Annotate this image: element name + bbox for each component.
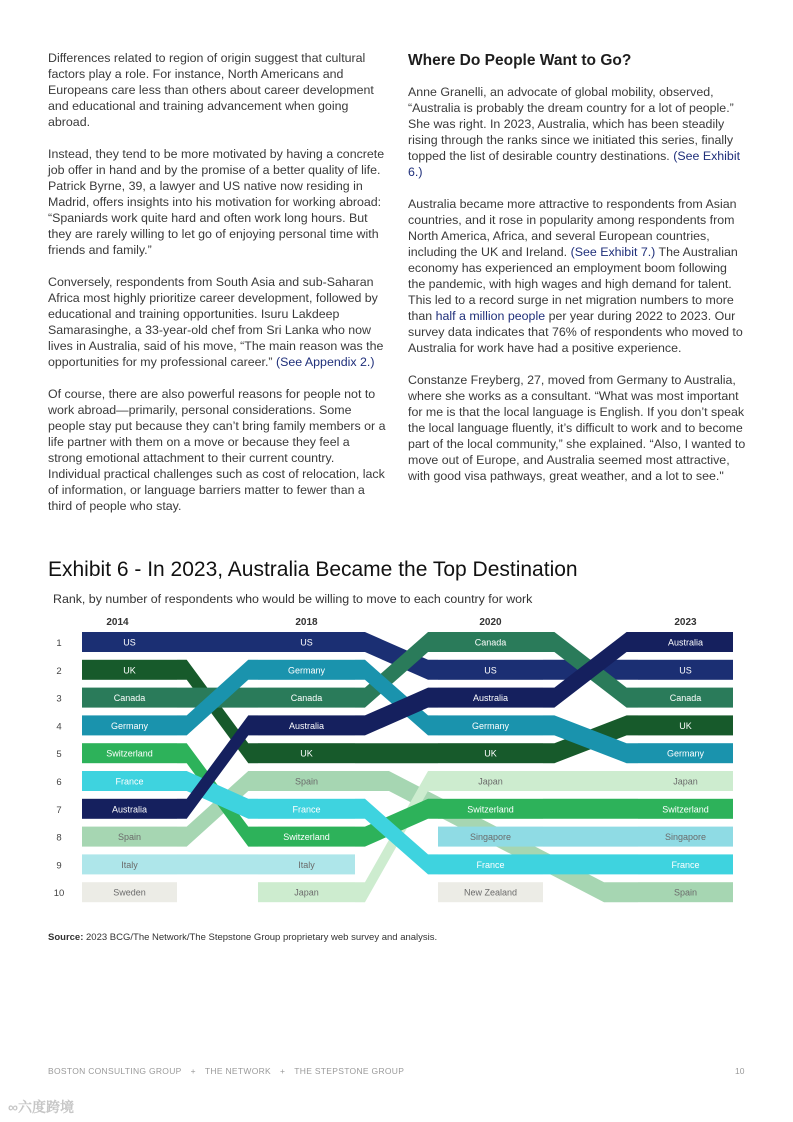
year-header-2020: 2020 — [479, 617, 502, 628]
source-text: 2023 BCG/The Network/The Stepstone Group proprietary web survey and analysis. — [86, 932, 438, 943]
footer-separator: + — [190, 1066, 196, 1076]
connector-japan — [543, 771, 638, 791]
paragraph — [408, 84, 746, 180]
left-column — [48, 50, 386, 530]
bar-label-singapore-2020: Singapore — [469, 832, 512, 843]
rank-label-5: 5 — [56, 749, 62, 761]
bar-label-switzerland-2018: Switzerland — [283, 832, 330, 843]
paragraph: Constanze Freyberg, 27, moved from Germany to Australia, where she works as a consultant. “What was most important for me is that the local language is English. If you don’t speak the local language fluently, it’s difficult to work and to become part of the local community,” she explained. “Also, I wanted to move out of Europe, and Australia seemed most attractive, with good visa pathways, great weather, and a lot to see." — [408, 373, 746, 483]
rank-label-1: 1 — [56, 638, 62, 649]
bar-label-italy-2014: Italy — [121, 859, 138, 870]
bar-label-canada-2014: Canada — [113, 693, 146, 704]
exhibit-title: Exhibit 6 - In 2023, Australia Became the Top Destination — [48, 558, 578, 581]
bar-label-france-2018: France — [292, 804, 321, 815]
section-heading: Where Do People Want to Go? — [408, 52, 632, 69]
footer-stepstone: THE STEPSTONE GROUP — [294, 1066, 405, 1076]
bar-label-australia-2018: Australia — [288, 720, 325, 731]
rank-label-6: 6 — [56, 777, 62, 788]
paragraph — [408, 196, 746, 356]
bar-label-new-zealand-2020: New Zealand — [463, 887, 518, 898]
rank-label-2: 2 — [56, 665, 62, 677]
migration-link[interactable]: half a million people — [435, 309, 546, 323]
footer — [48, 1066, 404, 1076]
paragraph-text: The Australian economy has experienced an employment boom following the pandemic, with high wages and high demand for talent. This led to a record surge in net migration numbers to more than — [408, 245, 738, 323]
bar-label-switzerland-2023: Switzerland — [662, 804, 709, 815]
source-label: Source: — [48, 932, 84, 943]
connector-us — [177, 632, 258, 652]
bar-label-germany-2018: Germany — [287, 665, 326, 676]
bar-label-spain-2014: Spain — [117, 832, 142, 843]
watermark-icon: ∞ — [8, 1099, 18, 1115]
bar-label-sweden-2014: Sweden — [113, 887, 146, 898]
bar-label-uk-2020: UK — [484, 748, 497, 759]
right-column — [408, 52, 746, 500]
bar-label-uk-2014: UK — [123, 665, 136, 676]
bar-label-germany-2014: Germany — [110, 720, 149, 731]
bar-label-uk-2018: UK — [300, 748, 313, 759]
paragraph-text: Anne Granelli, an advocate of global mobility, observed, “Australia is probably the dream country for a lot of people.” She was right. In 2023, Australia, which has been steadily rising through the ranks since we initiated this series, finally topped the list of desirable country destinations. — [408, 85, 734, 163]
bar-label-canada-2018: Canada — [290, 693, 323, 704]
rank-label-7: 7 — [56, 804, 62, 816]
watermark-text: 六度跨境 — [17, 1099, 74, 1115]
rank-label-8: 8 — [56, 832, 62, 844]
bar-label-france-2023: France — [671, 859, 700, 870]
bar-label-uk-2023: UK — [679, 720, 692, 731]
bar-label-italy-2018: Italy — [298, 859, 315, 870]
bar-label-france-2014: France — [115, 776, 144, 787]
bar-label-australia-2014: Australia — [111, 804, 148, 815]
paragraph: Instead, they tend to be more motivated by having a concrete job offer in hand and by the promise of a better quality of life. Patrick Byrne, 39, a lawyer and US native now residing in Madrid, offers insights into his motivation for working abroad: “Spaniards work quite hard and often work long hours. But they are rarely willing to let go of enjoying personal time with friends and family.” — [48, 147, 385, 257]
connector-italy — [177, 854, 258, 874]
paragraph — [48, 274, 386, 370]
connector-france — [543, 854, 638, 874]
bar-label-japan-2020: Japan — [478, 776, 503, 787]
year-header-2018: 2018 — [295, 617, 318, 628]
year-header-2014: 2014 — [106, 617, 129, 628]
bar-label-canada-2020: Canada — [474, 637, 507, 648]
paragraph-text: per year during 2022 to 2023. Our survey data indicates that 76% of respondents who moved to Australia for work have had a positive experience. — [408, 309, 743, 355]
connector-uk — [355, 743, 438, 763]
bar-label-us-2020: US — [484, 665, 497, 676]
bar-label-germany-2020: Germany — [471, 720, 510, 731]
bar-label-canada-2023: Canada — [669, 693, 702, 704]
bar-label-singapore-2023: Singapore — [664, 832, 707, 843]
rank-label-4: 4 — [56, 721, 62, 733]
exhibit-7-link[interactable]: (See Exhibit 7.) — [570, 245, 656, 259]
bar-label-japan-2023: Japan — [673, 776, 698, 787]
connector-switzerland — [543, 799, 638, 819]
rank-label-3: 3 — [56, 693, 62, 705]
year-header-2023: 2023 — [674, 617, 697, 628]
bar-label-australia-2023: Australia — [667, 637, 704, 648]
bar-label-us-2014: US — [123, 637, 136, 648]
watermark-logo — [8, 1097, 74, 1117]
source-note — [48, 932, 437, 943]
appendix-link[interactable]: (See Appendix 2.) — [275, 355, 375, 369]
paragraph: Differences related to region of origin suggest that cultural factors play a role. For instance, North Americans and Europeans care less than others about career development and educational and training advancement when going abroad. — [48, 51, 374, 129]
footer-bcg: BOSTON CONSULTING GROUP — [48, 1066, 182, 1076]
page-number: 10 — [735, 1066, 745, 1076]
rank-label-10: 10 — [53, 888, 65, 900]
connector-singapore — [543, 827, 638, 847]
bar-label-japan-2018: Japan — [294, 887, 319, 898]
exhibit-6-link[interactable]: (See Exhibit 6.) — [408, 149, 741, 179]
paragraph-text: Conversely, respondents from South Asia and sub-Saharan Africa most highly prioritize career development, followed by educational and training opportunities. Isuru Lakdeep Samarasinghe, a 33-year-old chef from Sri Lanka who now lives in Australia, said of his move, “The main reason was the opportunities for my professional career.” — [48, 275, 384, 369]
paragraph-text: Australia became more attractive to respondents from Asian countries, and it rose in popularity among respondents from North America, Africa, and several European countries, including the UK and Ireland. — [408, 197, 737, 259]
bar-label-us-2023: US — [679, 665, 692, 676]
paragraph: Of course, there are also powerful reasons for people not to work abroad—primarily, personal considerations. Some people stay put because they can’t bring family members or a life partner with them on a move or because they feel a strong emotional attachment to their current country. Individual practical challenges such as cost of relocation, lack of information, or language barriers matter to fewer than a third of people who stay. — [48, 387, 386, 513]
footer-network: THE NETWORK — [204, 1066, 272, 1076]
bar-label-germany-2023: Germany — [666, 748, 705, 759]
bar-label-us-2018: US — [300, 637, 313, 648]
bump-chart — [0, 610, 793, 920]
bar-label-australia-2020: Australia — [472, 693, 509, 704]
rank-label-9: 9 — [56, 860, 62, 872]
bar-label-switzerland-2020: Switzerland — [467, 804, 514, 815]
bar-label-spain-2018: Spain — [294, 776, 319, 787]
exhibit-subtitle: Rank, by number of respondents who would be willing to move to each country for work — [53, 592, 533, 606]
footer-separator: + — [280, 1066, 286, 1076]
bar-label-switzerland-2014: Switzerland — [106, 748, 153, 759]
bar-label-france-2020: France — [476, 859, 505, 870]
bar-label-spain-2023: Spain — [673, 887, 698, 898]
